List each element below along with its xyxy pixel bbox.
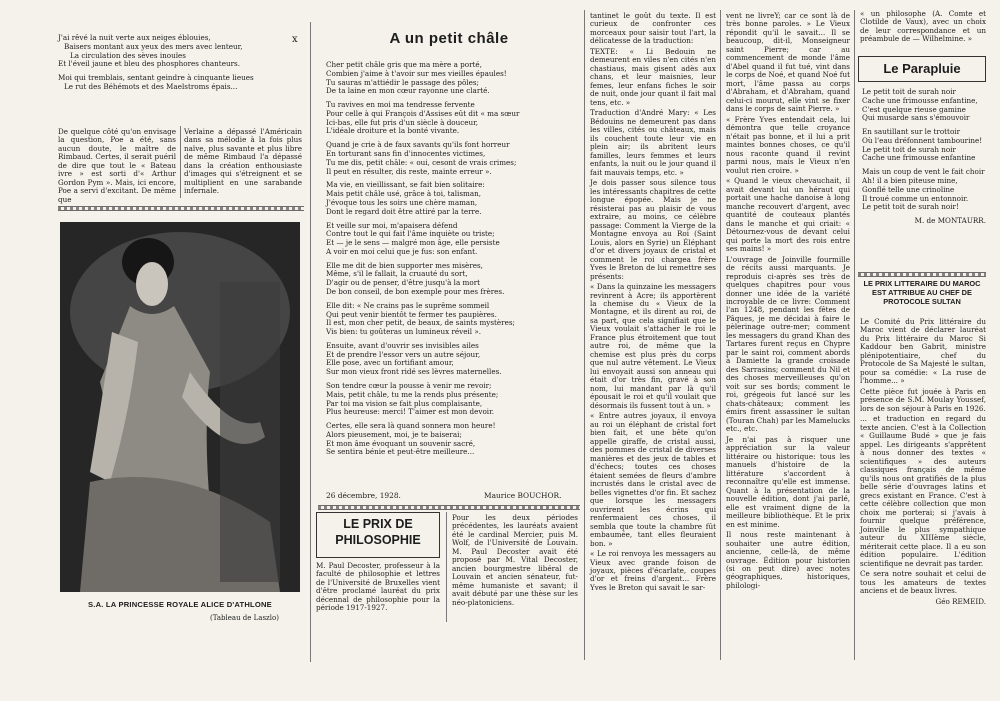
poem-line: Tu me dis, petit châle: « oui, cesont de vrais crimes; <box>326 157 517 167</box>
poem-line: Même, s'il le fallait, la cruauté du sort, <box>326 269 468 279</box>
column-divider <box>310 22 311 662</box>
chale-poem <box>326 61 576 462</box>
poem-line: Tu sauras m'attiédir le passage des pôles; <box>326 77 479 87</box>
article-text: Il nous reste maintenant à souhaiter une autre édition, ancienne, celle-là, de même ouvrage. Édition pour historien (si on peut dire) avec notes géographiques, historiques, philologi- <box>726 530 850 590</box>
poem-line: J'ai rêvé la nuit verte aux neiges éblouies, <box>58 33 211 42</box>
poem-line: Tu ravives en moi ma tendresse fervente <box>326 100 475 110</box>
poem-line: Il troué comme un entonnoir. <box>862 193 969 203</box>
portrait-illustration <box>60 222 300 592</box>
poem-line: Alors pieusement, moi, je te baiserai; <box>326 429 462 439</box>
column-divider <box>180 126 181 198</box>
poem-line: En sautillant sur le trottoir <box>862 127 960 137</box>
poem-line: Il est, mon cher petit, de beaux, de saints mystères; <box>326 318 515 328</box>
poem-line: Quand je crie à de faux savants qu'ils font horreur <box>326 140 510 150</box>
poem-line: Le petit toit de surah noir! <box>862 202 959 212</box>
poem-line: Et — je le sens — malgré mon âge, elle persiste <box>326 238 500 248</box>
right-top-text <box>860 10 986 46</box>
poem-stanza <box>862 128 986 163</box>
article-text: ... et traduction en regard du texte ancien. C'est à la Collection « Guillaume Budé » que je fais appel. Les dirigeants s'apprêtent à nous donner des textes « scientifiques » des auteurs classiques français de même qu'ils nous ont gratifiés de la plus belle série d'ouvrages latins et grecs existant en France. C'est à cette célèbre collection que mon choix me porterai; si j'avais à fournir quelque préférence, Joinville le plus sympathique auteur du XIIIème siècle, mériterait cette place. Il a eu son édition populaire. L'édition scientifique ne devrait pas tarder. <box>860 414 986 568</box>
article-text: « Dans la quinzaine les messagers revinrent à Acre; ils apportèrent la chemise du « Vieux de la Montagne, et ils dirent au roi, de sa part, que cela signifiait que le Vieux voulait s'attacher le roi le France plus étroitement que tout autre roi, de même que la chemise est plus près du corps que nul autre vêtement. Le Vieux lui envoyait aussi son anneau qui était d'or très fin, gravé à son nom, lui mandant par là qu'il épousait le roi et qu'il voulait que désormais ils fussent tout à un. » <box>590 282 716 410</box>
prix-title: LE PRIX DE PHILOSOPHIE <box>335 517 421 548</box>
poem-line: Elle pose, avec un fortifiant amour, <box>326 358 454 368</box>
article-text: M. Paul Decoster, professeur à la faculté de philosophie et lettres de l'Université de Bruxelles vient d'être proclamé lauréat du prix décennal de philosophie pour la période 1917-1927. <box>316 561 440 613</box>
poem-line: Et l'éveil jaune et bleu des phosphores chanteurs. <box>58 59 240 69</box>
prix-maroc-headline: LE PRIX LITTERAIRE DU MAROC EST ATTRIBUE AU CHEF DE PROTOCOLE SULTAN <box>863 279 981 306</box>
poem-line: Elle me dit de bien supporter mes misères, <box>326 260 483 270</box>
poem-line: Qui peut venir bientôt te fermer tes paupières. <box>326 309 497 319</box>
decorative-rule <box>858 272 986 277</box>
poem-line: A voir en moi celui que je fus: son enfant. <box>326 246 478 256</box>
poem-stanza <box>326 342 576 377</box>
poem-line: Combien j'aime à t'avoir sur mes vieilles épaules! <box>326 68 507 78</box>
prix-maroc-article <box>860 318 986 608</box>
poem-title: A un petit châle <box>389 30 509 47</box>
poem-line: Ici-bas, elle fut pris d'un siècle à douceur, <box>326 117 479 127</box>
poem-stanza <box>58 34 308 69</box>
poem-line: Cache une frimousse enfantine, <box>862 95 978 105</box>
article-text: Je dois passer sous silence tous les intéressants chapitres de cette longue épopée. Mais je ne résisterai pas au plaisir de vous extraire, au moins, ce célèbre passage: Comment la Vierge de la Montagne envoya au Roi (Saint Louis, alors en Syrie) un Éléphant d'or et divers joyaux de cristal et comment le roi chargea frère Yves le Breton de lui remettre ses présents: <box>590 178 716 281</box>
poem-stanza <box>862 88 986 123</box>
poem-line: Se sentira bénie et peut-être meilleure... <box>326 447 475 457</box>
poem-line: Le rut des Béhémots et des Maelstroms épais... <box>64 81 238 91</box>
poem-line: Certes, elle sera là quand sonnera mon heure! <box>326 421 496 431</box>
article-text: De quelque côté qu'on envisage la question, Poe a été, sans aucun doute, le maître de Rimbaud. Certes, il serait puéril de dire que tout le « Bateau ivre » est sorti d'« Arthur Gordon Pym ». Mais, ici encore, Poe a servi d'excitant. De même que <box>58 127 176 204</box>
poem-line: En torturant sans fin d'innocentes victimes, <box>326 149 486 159</box>
poem-line: Elle dit: « Ne crains pas le suprême sommeil <box>326 300 490 310</box>
poem-line: D'agir ou de penser, d'être jusqu'à la mort <box>326 278 481 288</box>
left-poem-end <box>58 34 308 97</box>
poem-line: Mais petit châle usé, grâce à toi, talisman, <box>326 189 482 199</box>
poem-author: M. de MONTAURR. <box>914 216 986 226</box>
signature: Géo REMEID. <box>935 596 986 606</box>
article-text: « Le roi renvoya les messagers au Vieux avec grande foison de joyaux, pièces d'écarlate, coupes d'or et freins d'argent... Frère Yves le Breton qui savait le sar- <box>590 549 716 592</box>
prix-left-text <box>316 562 440 615</box>
poem-line: Et veille sur moi, m'apaisera défend <box>326 220 458 230</box>
joinville-article-part1 <box>590 12 716 594</box>
poem-line: Le petit toit de surah noir <box>862 87 956 96</box>
poem-stanza <box>326 222 576 257</box>
parapluie-poem <box>862 88 986 226</box>
poem-line: Dont le regard doit être attiré par la terre. <box>326 206 482 216</box>
article-text: L'ouvrage de Joinville fourmille de récits aussi marquants. Je reproduis ci-après ses très de quelques chapitres pour vous donner une idée de la variété incroyable de ce livre: Comment l'an 1248, pendant les fêtes de Pâques, je me décidai à faire le pèlerinage outre-mer; comment les messagers du grand Khan des Tartares furent reçus en Chypre par le saint roi, comment abords à Damiette la grande croisade des Sarrasins; comment du Nil et des choses merveilleuses qu'on voit sur ses bords; comment le roi, grégeois fut lancé sur les chats-châteaux; comment les émirs firent assassiner le sultan (Touran Chah) par les Mamelucks etc., etc. <box>726 254 850 434</box>
article-text: TEXTE: « Li Bedouin ne demeurent en viles n'en cités n'en chastiaus, mais gisent adès aux chans, et leur maisnies, leur femes, leur enfans fiches le soir de nuit, onde jour quant il fait mal tens, etc. » <box>590 46 716 107</box>
poem-line: Sur mon vieux front ridé ses lèvres maternelles. <box>326 367 502 377</box>
poem-line: Moi qui tremblais, sentant geindre à cinquante lieues <box>58 73 254 83</box>
poem-line: L'idéale droiture et la bonté vivante. <box>326 126 460 136</box>
article-text: Le Comité du Prix littéraire du Maroc vient de déclarer lauréat du Prix littéraire du Maroc Si Kaddour ben Gabrit, ministre plénipotentiaire, chef du Protocole de Sa Majesté le sultan, pour sa comédie: « La ruse de l'homme... » <box>860 317 986 386</box>
poem-line: Ah! il a bien piteuse mine, <box>862 176 958 186</box>
column-divider <box>854 10 855 660</box>
poem-stanza <box>862 168 986 212</box>
article-text: « Entre autres joyaux, il envoya au roi un éléphant de cristal fort bien fait, et une bête qu'on appelle giraffe, de cristal aussi, des pommes de cristal de diverses manières et des jeux de tables et d'échecs; toutes ces choses étaient semées de fleurs d'ambre incrustés dans le cristal avec de belles vignettes d'or fin. Et sachez que lorsque les messagers ouvrirent les écrins qui renfermaient ces choses, il sembla que toute la chambre fût embaumée, tant elles fleuraient bon. » <box>590 411 716 548</box>
parapluie-title-box <box>858 56 986 82</box>
article-text: Cette pièce fut jouée à Paris en présence de S.M. Moulay Youssef, lors de son séjour à Paris en 1926. <box>860 386 986 413</box>
poem-line: De bon conseil, de bon exemple pour mes frères. <box>326 286 505 296</box>
poem-line: Contre tout le qui fait l'âme inquiète ou triste; <box>326 229 495 239</box>
poem-line: Qui musarde sans s'émouvoir <box>862 113 970 123</box>
article-text: Ce sera notre souhait et celui de tous les amateurs de textes anciens et de beaux livres. <box>860 569 986 596</box>
poem-line: Mais un coup de vent le fait choir <box>862 167 985 177</box>
decorative-rule <box>58 206 304 211</box>
poem-line: Baisers montant aux yeux des mers avec lenteur, <box>64 41 243 51</box>
article-text: Traduction d'André Mary: « Les Bédouins ne demeurent pas dans les villes, cités ou châteaux, mais ils couchent toute leur vie en plein air; ils abritent leurs familles, leurs femmes et leurs enfants, la nuit ou le jour quand il fait mauvais temps, etc. » <box>590 108 716 177</box>
poem-line: Il peut en résulter, dis reste, mainte erreur ». <box>326 166 492 176</box>
poem-stanza <box>326 382 576 417</box>
article-text: tantinet le goût du texte. Il est curieux de confronter ces morceaux pour saisir tout l'art, la délicatesse de la traduction: <box>590 11 716 46</box>
parapluie-title: Le Parapluie <box>883 61 961 76</box>
column-divider <box>584 10 585 660</box>
prix-right-text <box>452 514 578 609</box>
article-text: Verlaine a dépassé l'Américain dans sa mélodie à la fois plus naïve, plus savante et plus libre de même Rimbaud l'a dépassé dans la création enthousiaste d'images qui s'étreignent et se multiplient en une sarabande infernale. <box>184 127 302 196</box>
poem-stanza <box>326 141 576 176</box>
poem-line: Mais, petit châle, tu me la rends plus présente; <box>326 389 499 399</box>
poem-line: Gonflé telle une crinoline <box>862 184 955 194</box>
portrait-image <box>60 222 300 592</box>
poem-line: Cher petit châle gris que ma mère a porté, <box>326 60 482 69</box>
article-text: « Frère Yves entendait cela, lui démontra que telle croyance n'était pas bonne, et il lui a prit maintes bonnes choses, ce qu'il nous raconte quand il revint parmi nous, mais le Vieux n'en voulut rien croire. » <box>726 114 850 175</box>
column-divider <box>446 512 447 622</box>
article-text: vent ne livreY; car ce sont là de très bonne paroles. » Le Vieux répondit qu'il le savait... Il se beaucoup, dit-il, Monseigneur saint Pierre; car au commencement de monde l'âme d'Abel quand il fut tué, vint dans le corps de Noé, et quand Noé fut mort, l'âme passa au corps d'Abraham, et d'Abraham, quand celui-ci mourut, elle vint se fixer dans le corps de saint Pierre. » <box>726 11 850 114</box>
poem-author: Maurice BOUCHOR. <box>484 491 562 500</box>
poem-line: Pour celle à qui François d'Assises eût dit « ma sœur <box>326 108 520 118</box>
poem-stanza <box>326 101 576 136</box>
left-article-b <box>184 128 302 198</box>
article-text: « Quand le vieux chevauchait, il avait devant lui un héraut qui portait une hache danoise à long manche recouvert d'argent, avec quantité de couteaux plantés dans le manche et qui criait: « Détournez-vous de devant celui qui porte la mort des rois entre ses mains! » <box>726 176 850 254</box>
portrait-caption: S.A. LA PRINCESSE ROYALE ALICE D'ATHLONE <box>88 600 272 609</box>
poem-line: Et mon âme évoquant un souvenir sacré, <box>326 438 476 448</box>
poem-line: Plus heureuse: merci! T'aimer est mon devoir. <box>326 407 495 417</box>
poem-stanza <box>326 262 576 297</box>
poem-line: Le petit toit de surah noir <box>862 144 956 154</box>
poem-line: Vis bien: tu goûteras un lumineux réveil ». <box>326 327 482 337</box>
corner-mark: x <box>292 34 298 45</box>
poem-date: 26 décembre, 1928. <box>326 491 401 500</box>
poem-line: Et de prendre l'essor vers un autre séjour, <box>326 349 481 359</box>
joinville-article-part2 <box>726 12 850 592</box>
poem-line: Ma vie, en vieillissant, se fait bien solitaire: <box>326 180 485 190</box>
poem-line: Ensuite, avant d'ouvrir ses invisibles ailes <box>326 340 479 350</box>
poem-line: De ta laine en mon cœur rayonne une clarté. <box>326 86 490 96</box>
poem-line: Cache une frimousse enfantine <box>862 153 976 163</box>
poem-stanza <box>326 302 576 337</box>
article-text: « un philosophe (A. Comte et Clotilde de Vaux), avec un choix de leur correspondance et un préambule de — Wilhelmine. » <box>860 9 986 44</box>
poem-stanza <box>326 422 576 457</box>
column-divider <box>720 10 721 660</box>
poem-line: Son tendre cœur la pousse à venir me revoir; <box>326 381 492 390</box>
poem-stanza <box>326 181 576 216</box>
poem-stanza <box>58 74 308 92</box>
article-text: Je n'ai pas à risquer une appréciation sur la valeur littéraire ou historique: tous les manuels d'histoire de la littérature s'accordent à reconnaître qu'elle est immense. Quant à la présentation de la nouvelle édition, dont j'ai parlé, elle est vraiment digne de la meilleure bibliothèque. Et le prix en est minime. <box>726 434 850 529</box>
left-article-a <box>58 128 176 206</box>
poem-stanza <box>326 61 576 96</box>
article-text: Pour les deux périodes précédentes, les lauréats avaient été le cardinal Mercier, puis M. Wolf, de l'Université de Louvain. M. Paul Decoster avait été proposé par M. Vital Decoster, ancien bourgmestre libéral de Louvain et ancien sénateur, fut-même humaniste et savant; il avait débuté par une thèse sur les néo-platoniciens. <box>452 513 578 607</box>
decorative-rule <box>318 505 580 510</box>
poem-line: La circulation des sèves inouïes <box>70 50 186 60</box>
poem-line: C'est quelque rieuse gamine <box>862 104 966 114</box>
poem-line: J'évoque tous les soirs une chère maman, <box>326 197 478 207</box>
poem-line: Par toi ma vision se fait plus complaisante, <box>326 398 483 408</box>
poem-line: Où l'eau dréfonnent tambourine! <box>862 135 983 145</box>
portrait-credit: (Tableau de Laszlo) <box>210 614 279 622</box>
prix-title-box <box>316 512 440 558</box>
